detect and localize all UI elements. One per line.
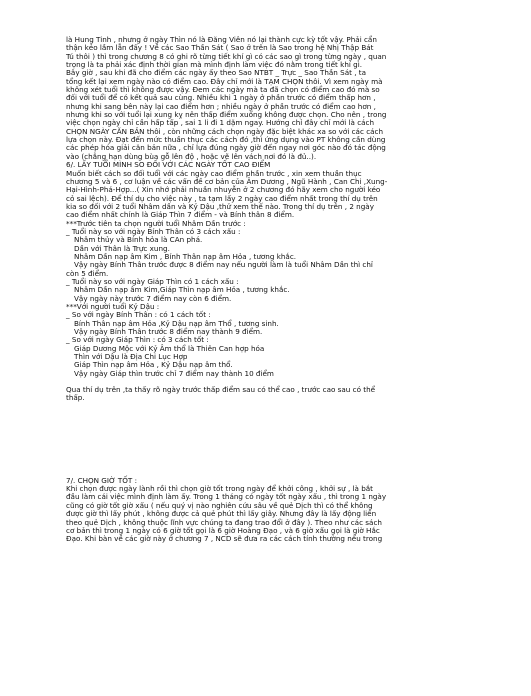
text-line: việc chọn ngày chỉ cần hấp tấp , sai 1 li đi 1 dặm ngay. Hướng chỉ đây chỉ mới là cách — [66, 118, 375, 128]
text-line: các phép hóa giải căn bản nữa , chỉ lựa đúng ngày giờ đến ngay nơi góc nào đó tác động — [66, 143, 386, 153]
text-line: vào (chẳng hạn dùng bùa gỗ lên độ , hoặc vẽ lên vách nơi đó là đủ..). — [66, 151, 317, 161]
spacer — [66, 403, 467, 477]
text-line: được giờ thì lấy phút , không được cả quẻ phút thì lấy giây. Nhưng đây là lấy động liền — [66, 509, 377, 519]
list-item: _ Tuổi này so với ngày Giáp Thìn có 1 cách xấu : — [66, 276, 239, 286]
text-line: là Hung Tinh , nhưng ở ngày Thìn nó là Đăng Viên nó lại thành cực kỳ tốt vậy. Phải cẩn — [66, 35, 377, 44]
summary-paragraph — [66, 69, 467, 161]
section-heading-7: 7/. CHỌN GIỜ TỐT : — [66, 475, 137, 485]
text-line: Hại-Hình-Phá-Hợp...( Xin nhớ phải nhuần nhuyễn ở 2 chương đó hãy xem cho người kéo — [66, 185, 381, 195]
text-line: cỏ sai lệch). Để thí dụ cho việc này , ta tạm lấy 2 ngày cao điểm nhất trong thí dụ trên — [66, 193, 378, 203]
text-line: thấp. — [66, 393, 85, 403]
text-line: cũng có giờ tốt giờ xấu ( nếu quý vị nào nghiên cứu sâu về quẻ Dịch thì có thể không — [66, 500, 373, 510]
text-line: kia so đối với 2 tuổi Nhâm dần và Kỷ Dậu ,thử xem thế nào. Trong thí dụ trên , 2 ngày — [66, 201, 374, 211]
block-title: ***Với người tuổi Kỷ Dậu : — [66, 302, 160, 311]
text-line: nhưng khi sang bên này lại cao điểm hơn ; nhiều ngày ở phần trước có điểm cao hơn , — [66, 101, 376, 111]
text-line: thận kẻo lầm lẫn đấy ! Về các Sao Thần Sát ( Sao ở trên là Sao trong hệ Nhị Thập Bát — [66, 43, 374, 53]
text-line: Nhâm Dần nạp âm Kim , Bính Thân nạp âm Hỏa , tương khắc. — [74, 251, 297, 261]
text-line: Bây giờ , sau khi đã cho điểm các ngày ấy theo Sao NTBT _ Trực _ Sao Thần Sát , ta — [66, 68, 367, 78]
section-heading-6: 6/. LẤY TUỔI MÌNH SO ĐỐI VỚI CÁC NGÀY TỐT CAO ĐIỂM — [66, 160, 271, 170]
conclusion-paragraph — [66, 386, 467, 403]
text-line: Qua thí dụ trên ,ta thấy rõ ngày trước thấp điểm sau có thể cao , trước cao sau có thể — [66, 385, 376, 395]
text-line: nhưng khi so với tuổi lại xung kỵ nên thấp điểm xuống không được chọn. Cho nên , trong — [66, 110, 387, 120]
text-line: cao điểm nhất chính là Giáp Thìn 7 điểm - và Bính thân 8 điểm. — [66, 210, 295, 220]
text-line: còn 5 điểm. — [66, 268, 109, 278]
text-line: chương 5 và 6 , cơ luận về các vấn đề cơ bản của Âm Dương , Ngũ Hành , Can Chi ,Xung- — [66, 176, 388, 186]
list-item: _ So với ngày Giáp Thìn : có 3 cách tốt : — [66, 335, 209, 345]
text-line: Vậy ngày này trước 7 điểm nay còn 6 điểm. — [74, 293, 232, 303]
text-line: Giáp Dương Mộc với Kỷ Âm thổ là Thiên Can hợp hóa — [74, 343, 265, 353]
text-line: theo quẻ Dịch , không thuộc lĩnh vực chúng ta đang trao đổi ở đây ). Theo như các sách — [66, 517, 382, 527]
text-line: Thìn với Dậu là Địa Chi Lục Hợp — [74, 352, 188, 362]
text-line: đối với tuổi để có kết quả sau cùng. Nhiều khi 1 ngày ở phần trước có điểm thấp hơn , — [66, 93, 376, 103]
text-line: tổng kết lại xem ngày nào có điểm cao. Đây chỉ mới là TẠM CHỌN thôi. Vì xem ngày mà — [66, 76, 383, 86]
intro-paragraph — [66, 36, 467, 69]
list-item: _ So với ngày Bính Thân : có 1 cách tốt : — [66, 310, 211, 320]
text-line: Giáp Thìn nạp âm Hỏa , Kỷ Dậu nạp âm thổ. — [74, 360, 233, 370]
text-line: CHỌN NGÀY CĂN BẢN thôi , còn những cách chọn ngày đặc biệt khác xa so với các cách — [66, 126, 384, 136]
text-line: Nhâm thủy và Bính hỏa là CAn phá. — [74, 235, 203, 245]
text-line: Vậy ngày Giáp thìn trước chỉ 7 điểm nay thành 10 điểm — [74, 368, 274, 378]
text-line: không xét tuổi thì không được vậy. Đem các ngày mà ta đã chọn có điểm cao đó mà so — [66, 85, 380, 95]
text-line: Khi chọn được ngày lành rồi thì chọn giờ tốt trong ngày để khởi công , khởi sự , là bắt — [66, 484, 373, 494]
text-line: lựa chọn này. Đạt đến mức thuần thục các cách đó ,thì ứng dụng vào PT không cần dùng — [66, 135, 386, 145]
method-paragraph — [66, 170, 467, 220]
block-title: ***Trước tiên ta chọn người tuổi Nhâm Dần trước : — [66, 218, 246, 228]
text-line: Đạo. Khi bàn về các giờ này ở chương 7 , NCD sẽ đưa ra các cách tính thường nếu trong — [66, 534, 383, 544]
text-line: Dần với Thân là Trực xung. — [74, 243, 170, 253]
text-line: Vậy ngày Bính Thân trước 8 điểm nay thành 9 điểm. — [74, 327, 263, 337]
text-line: Tú thôi ) thì trong chương 8 có ghi rõ từng tiết khí gì có các sao gì trong từng ngày , quan — [66, 51, 387, 61]
text-line: Muốn biết cách so đối tuổi với các ngày cao điểm phần trước , xin xem thuần thục — [66, 168, 362, 178]
text-line: Nhâm Dần nạp âm Kim,Giáp Thìn nạp âm Hỏa , tương khắc. — [74, 285, 290, 295]
text-line: trọng là ta phải xác định thời gian mà mình định làm việc đó nằm trong tiết khí gì. — [66, 60, 362, 70]
ky-dau-block — [66, 303, 467, 378]
text-line: đầu làm cái việc mình định làm ấy. Trong 1 tháng có ngày tốt ngày xấu , thì trong 1 ngày — [66, 492, 387, 502]
text-line: Bính Thân nạp âm Hỏa ,Kỷ Dậu nạp âm Thổ , tương sinh. — [74, 318, 279, 328]
hour-paragraph — [66, 485, 467, 543]
text-line: cơ bản thì trong 1 ngày có 6 giờ tốt gọi là 6 giờ Hoàng Đạo , và 6 giờ xấu gọi là giờ Hắc — [66, 525, 380, 535]
text-line: Vậy ngày Bính Thân trước được 8 điểm nay nếu người làm là tuổi Nhâm Dần thì chỉ — [74, 260, 373, 270]
nham-dan-block — [66, 220, 467, 303]
list-item: _ Tuổi này so với ngày Bính Thân có 3 cách xấu : — [66, 226, 241, 236]
